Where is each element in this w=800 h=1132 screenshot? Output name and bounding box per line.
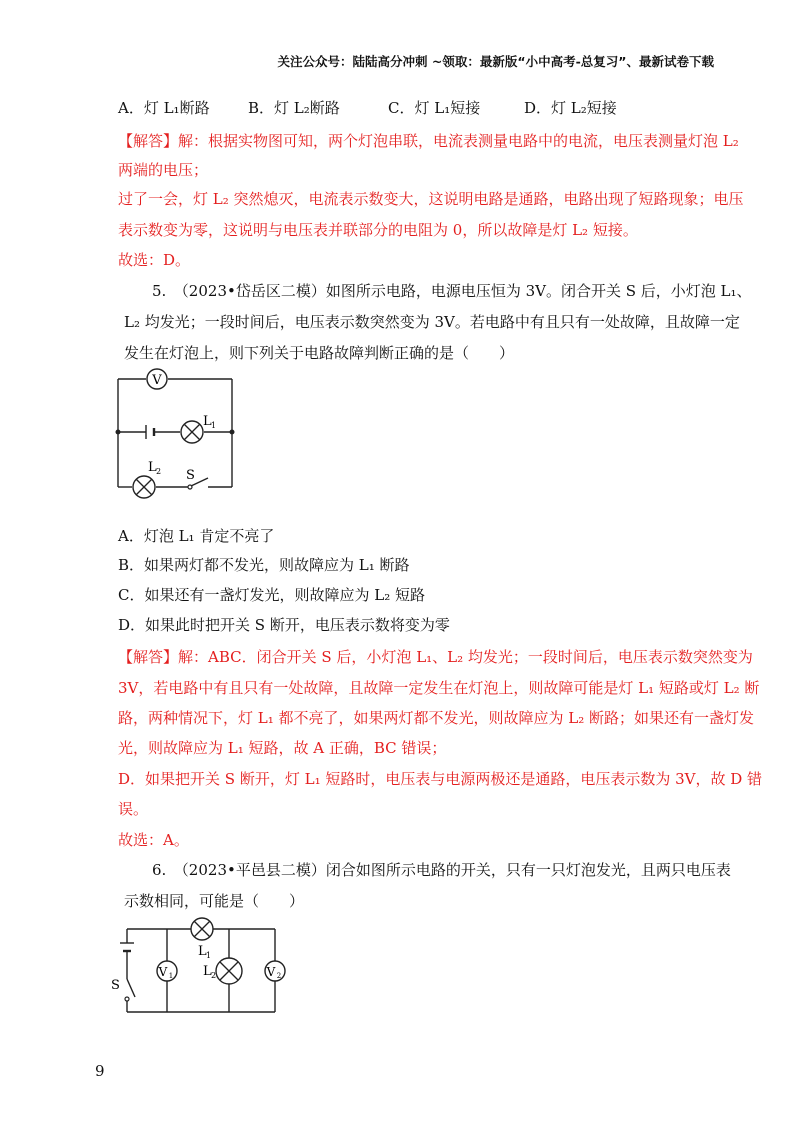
lamp-l1-label: L — [198, 944, 207, 959]
lamp-l1-subscript: 1 — [211, 421, 217, 430]
voltmeter-icon — [147, 369, 167, 389]
q6-circuit-diagram — [105, 915, 300, 1025]
q5-option-b: B．如果两灯都不发光，则故障应为 L₁ 断路 — [118, 556, 410, 574]
lamp-l2-icon — [216, 958, 242, 984]
q5-option-c: C．如果还有一盏灯发光，则故障应为 L₂ 短路 — [118, 586, 425, 604]
q5-answer-line-4: 光，则故障应为 L₁ 短路，故 A 正确，BC 错误； — [118, 739, 447, 757]
prev-option-d: D．灯 L₂短接 — [524, 99, 617, 117]
q5-answer-line-3: 路，两种情况下，灯 L₁ 都不亮了，如果两灯都不发光，则故障应为 L₂ 断路；如果还有一盏灯发 — [118, 709, 755, 727]
q6-stem-line-1: 6. （2023•平邑县二模）闭合如图所示电路的开关，只有一只灯泡发光，且两只电压表 — [152, 861, 731, 879]
q5-option-d: D．如果此时把开关 S 断开，电压表示数将变为零 — [118, 616, 450, 634]
q5-option-a: A．灯泡 L₁ 肯定不亮了 — [118, 527, 275, 545]
q5-answer-line-5: D．如果把开关 S 断开，灯 L₁ 短路时，电压表与电源两极还是通路，电压表示数为 3V，故 D 错 — [118, 770, 763, 788]
prev-answer-line-3: 过了一会，灯 L₂ 突然熄灭，电流表示数变大，这说明电路是通路，电路出现了短路现象；电压 — [118, 190, 744, 208]
page-header: 关注公众号：陆陆高分冲刺 ~领取：最新版“小中高考-总复习”、最新试卷下载 — [277, 54, 714, 69]
voltmeter-v1-icon — [157, 961, 177, 981]
q5-answer-line-2: 3V，若电路中有且只有一处故障，且故障一定发生在灯泡上，则故障可能是灯 L₁ 短路或灯 L₂ 断 — [118, 679, 760, 697]
q6-stem-line-2: 示数相同，可能是（ ） — [124, 892, 305, 910]
prev-option-b: B．灯 L₂断路 — [248, 99, 340, 117]
lamp-l1-icon — [191, 918, 213, 940]
voltmeter-v2-icon — [265, 961, 285, 981]
battery-icon — [146, 425, 154, 439]
switch-label: S — [186, 468, 195, 483]
svg-text:2: 2 — [276, 972, 282, 980]
lamp-l1-subscript: 1 — [206, 951, 212, 960]
lamp-l2-icon — [133, 476, 155, 498]
prev-option-c: C．灯 L₁短接 — [388, 99, 481, 117]
svg-text:V: V — [158, 965, 168, 979]
prev-answer-choice: 故选：D。 — [118, 251, 191, 269]
svg-text:1: 1 — [168, 972, 174, 980]
svg-text:V: V — [152, 373, 162, 388]
lamp-l2-label: L — [203, 964, 212, 979]
q5-stem-line-1: 5. （2023•岱岳区二模）如图所示电路，电源电压恒为 3V。闭合开关 S 后，小灯泡 L₁、 — [152, 282, 752, 300]
q5-answer-line-1: 【解答】解：ABC．闭合开关 S 后，小灯泡 L₁、L₂ 均发光；一段时间后，电压表示数突然变为 — [118, 648, 753, 666]
switch-label: S — [111, 978, 120, 993]
lamp-l2-subscript: 2 — [156, 467, 162, 476]
lamp-l2-subscript: 2 — [211, 971, 217, 980]
svg-text:V: V — [266, 965, 276, 979]
page-number: 9 — [95, 1062, 105, 1080]
lamp-l2-label: L — [148, 460, 157, 475]
prev-answer-line-2: 两端的电压； — [118, 161, 209, 179]
battery-icon — [120, 943, 134, 951]
switch-icon — [125, 979, 135, 1001]
q5-answer-line-6: 误。 — [118, 800, 149, 818]
lamp-l1-icon — [181, 421, 203, 443]
prev-answer-line-1: 【解答】解：根据实物图可知，两个灯泡串联，电流表测量电路中的电流，电压表测量灯泡 L₂ — [118, 132, 739, 150]
q5-circuit-diagram — [110, 365, 240, 500]
lamp-l1-label: L — [203, 414, 212, 429]
q5-stem-line-3: 发生在灯泡上，则下列关于电路故障判断正确的是（ ） — [124, 344, 515, 362]
prev-option-a: A．灯 L₁断路 — [118, 99, 210, 117]
prev-answer-line-4: 表示数变为零，这说明与电压表并联部分的电阻为 0，所以故障是灯 L₂ 短接。 — [118, 221, 638, 239]
q5-stem-line-2: L₂ 均发光；一段时间后，电压表示数突然变为 3V。若电路中有且只有一处故障，且故障一定 — [124, 313, 740, 331]
q5-answer-choice: 故选：A。 — [118, 831, 189, 849]
